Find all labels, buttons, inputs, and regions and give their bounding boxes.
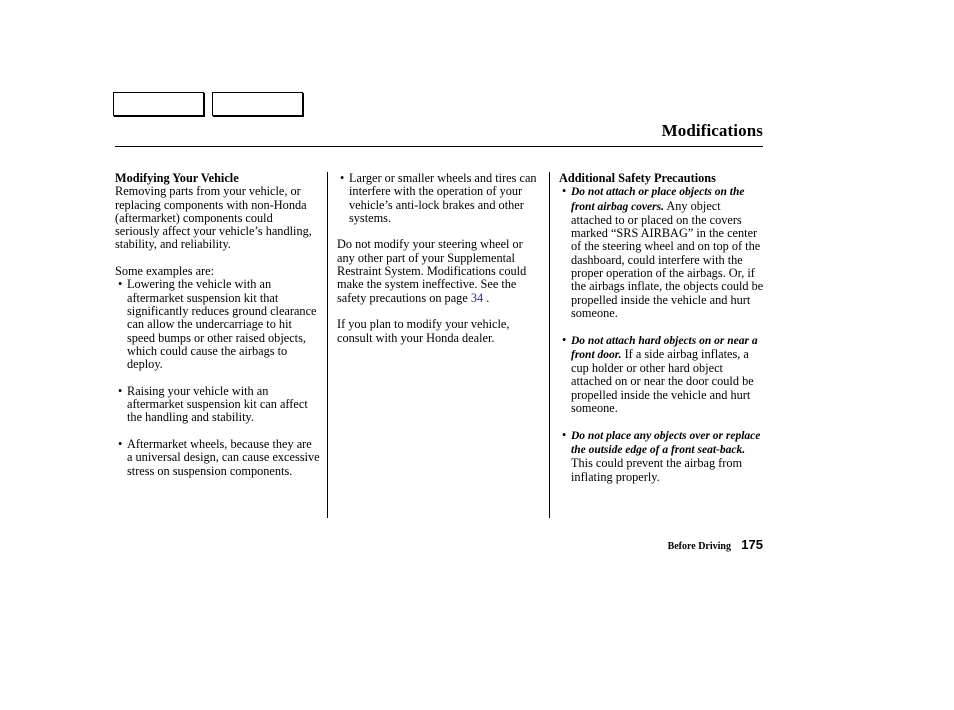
bullet-icon: • bbox=[340, 171, 345, 185]
bullet-icon: • bbox=[118, 277, 123, 292]
bullet-text: Raising your vehicle with an aftermarket suspension kit can affect the handling and stability. bbox=[127, 383, 308, 425]
bullet-icon: • bbox=[118, 383, 123, 398]
examples-intro: Some examples are: bbox=[115, 264, 215, 279]
warning-text: This could prevent the airbag from inflating properly. bbox=[571, 456, 743, 484]
warning-text: If a side airbag inflates, a cup holder or other hard object attached on or near the door could be propelled inside the vehicle and hurt someone. bbox=[571, 346, 754, 416]
next-page-button[interactable] bbox=[212, 92, 303, 116]
list-item bbox=[337, 172, 542, 225]
column-divider-right bbox=[549, 172, 550, 518]
warning-text: Any object attached to or placed on the covers marked “SRS AIRBAG” in the center of the steering wheel and on top of the dashboard, could interfere with the proper operation of the airbags. Or, if the airbags inflate, the objects could be propelled inside the vehicle and hurt someone. bbox=[571, 198, 764, 320]
column-safety-precautions bbox=[559, 172, 764, 484]
bullet-text: Aftermarket wheels, because they are a universal design, can cause excessive stress on suspension components. bbox=[127, 436, 320, 478]
section-heading-safety: Additional Safety Precautions bbox=[559, 171, 716, 185]
bullet-text: Lowering the vehicle with an aftermarket suspension kit that significantly reduces ground clearance can allow the undercarriage to hit speed bumps or other raised objects, which could cause the airbags to deploy. bbox=[127, 277, 317, 372]
bullet-icon: • bbox=[562, 332, 567, 347]
list-item bbox=[559, 334, 764, 416]
column-divider-left bbox=[327, 172, 328, 518]
list-item bbox=[115, 278, 320, 371]
dealer-paragraph: If you plan to modify your vehicle, consult with your Honda dealer. bbox=[337, 317, 510, 345]
footer-section-label: Before Driving bbox=[667, 541, 731, 552]
bullet-icon: • bbox=[562, 427, 567, 442]
column-wheels-steering bbox=[337, 172, 542, 345]
bullet-text: Larger or smaller wheels and tires can interfere with the operation of your vehicle’s anti-lock brakes and other systems. bbox=[349, 171, 537, 225]
section-heading-modifying: Modifying Your Vehicle bbox=[115, 171, 239, 185]
bullet-icon: • bbox=[118, 436, 123, 451]
list-item bbox=[115, 385, 320, 425]
list-item bbox=[559, 185, 764, 320]
warning-lead: Do not attach hard objects on or near a front door. bbox=[571, 334, 758, 361]
page-number: 175 bbox=[741, 537, 763, 552]
column-modifying-vehicle bbox=[115, 172, 320, 478]
previous-page-button[interactable] bbox=[113, 92, 204, 116]
bullet-icon: • bbox=[562, 184, 567, 199]
list-item bbox=[115, 438, 320, 478]
warning-lead: Do not place any objects over or replace the outside edge of a front seat-back. bbox=[571, 429, 761, 456]
list-item bbox=[559, 429, 764, 484]
steering-wheel-text: Do not modify your steering wheel or any other part of your Supplemental Restraint System. Modifications could make the system ineffective. See the safety precautions on page bbox=[337, 237, 527, 305]
steering-wheel-paragraph bbox=[337, 238, 542, 304]
intro-paragraph: Removing parts from your vehicle, or replacing components with non-Honda (aftermarket) components could seriously affect your vehicle’s handling, stability, and reliability. bbox=[115, 184, 312, 252]
page-34-link[interactable]: 34 bbox=[470, 290, 484, 305]
page-title: Modifications bbox=[661, 121, 763, 140]
title-divider bbox=[115, 146, 763, 147]
warning-lead: Do not attach or place objects on the front airbag covers. bbox=[571, 186, 745, 213]
steering-wheel-text-end: . bbox=[483, 290, 490, 305]
